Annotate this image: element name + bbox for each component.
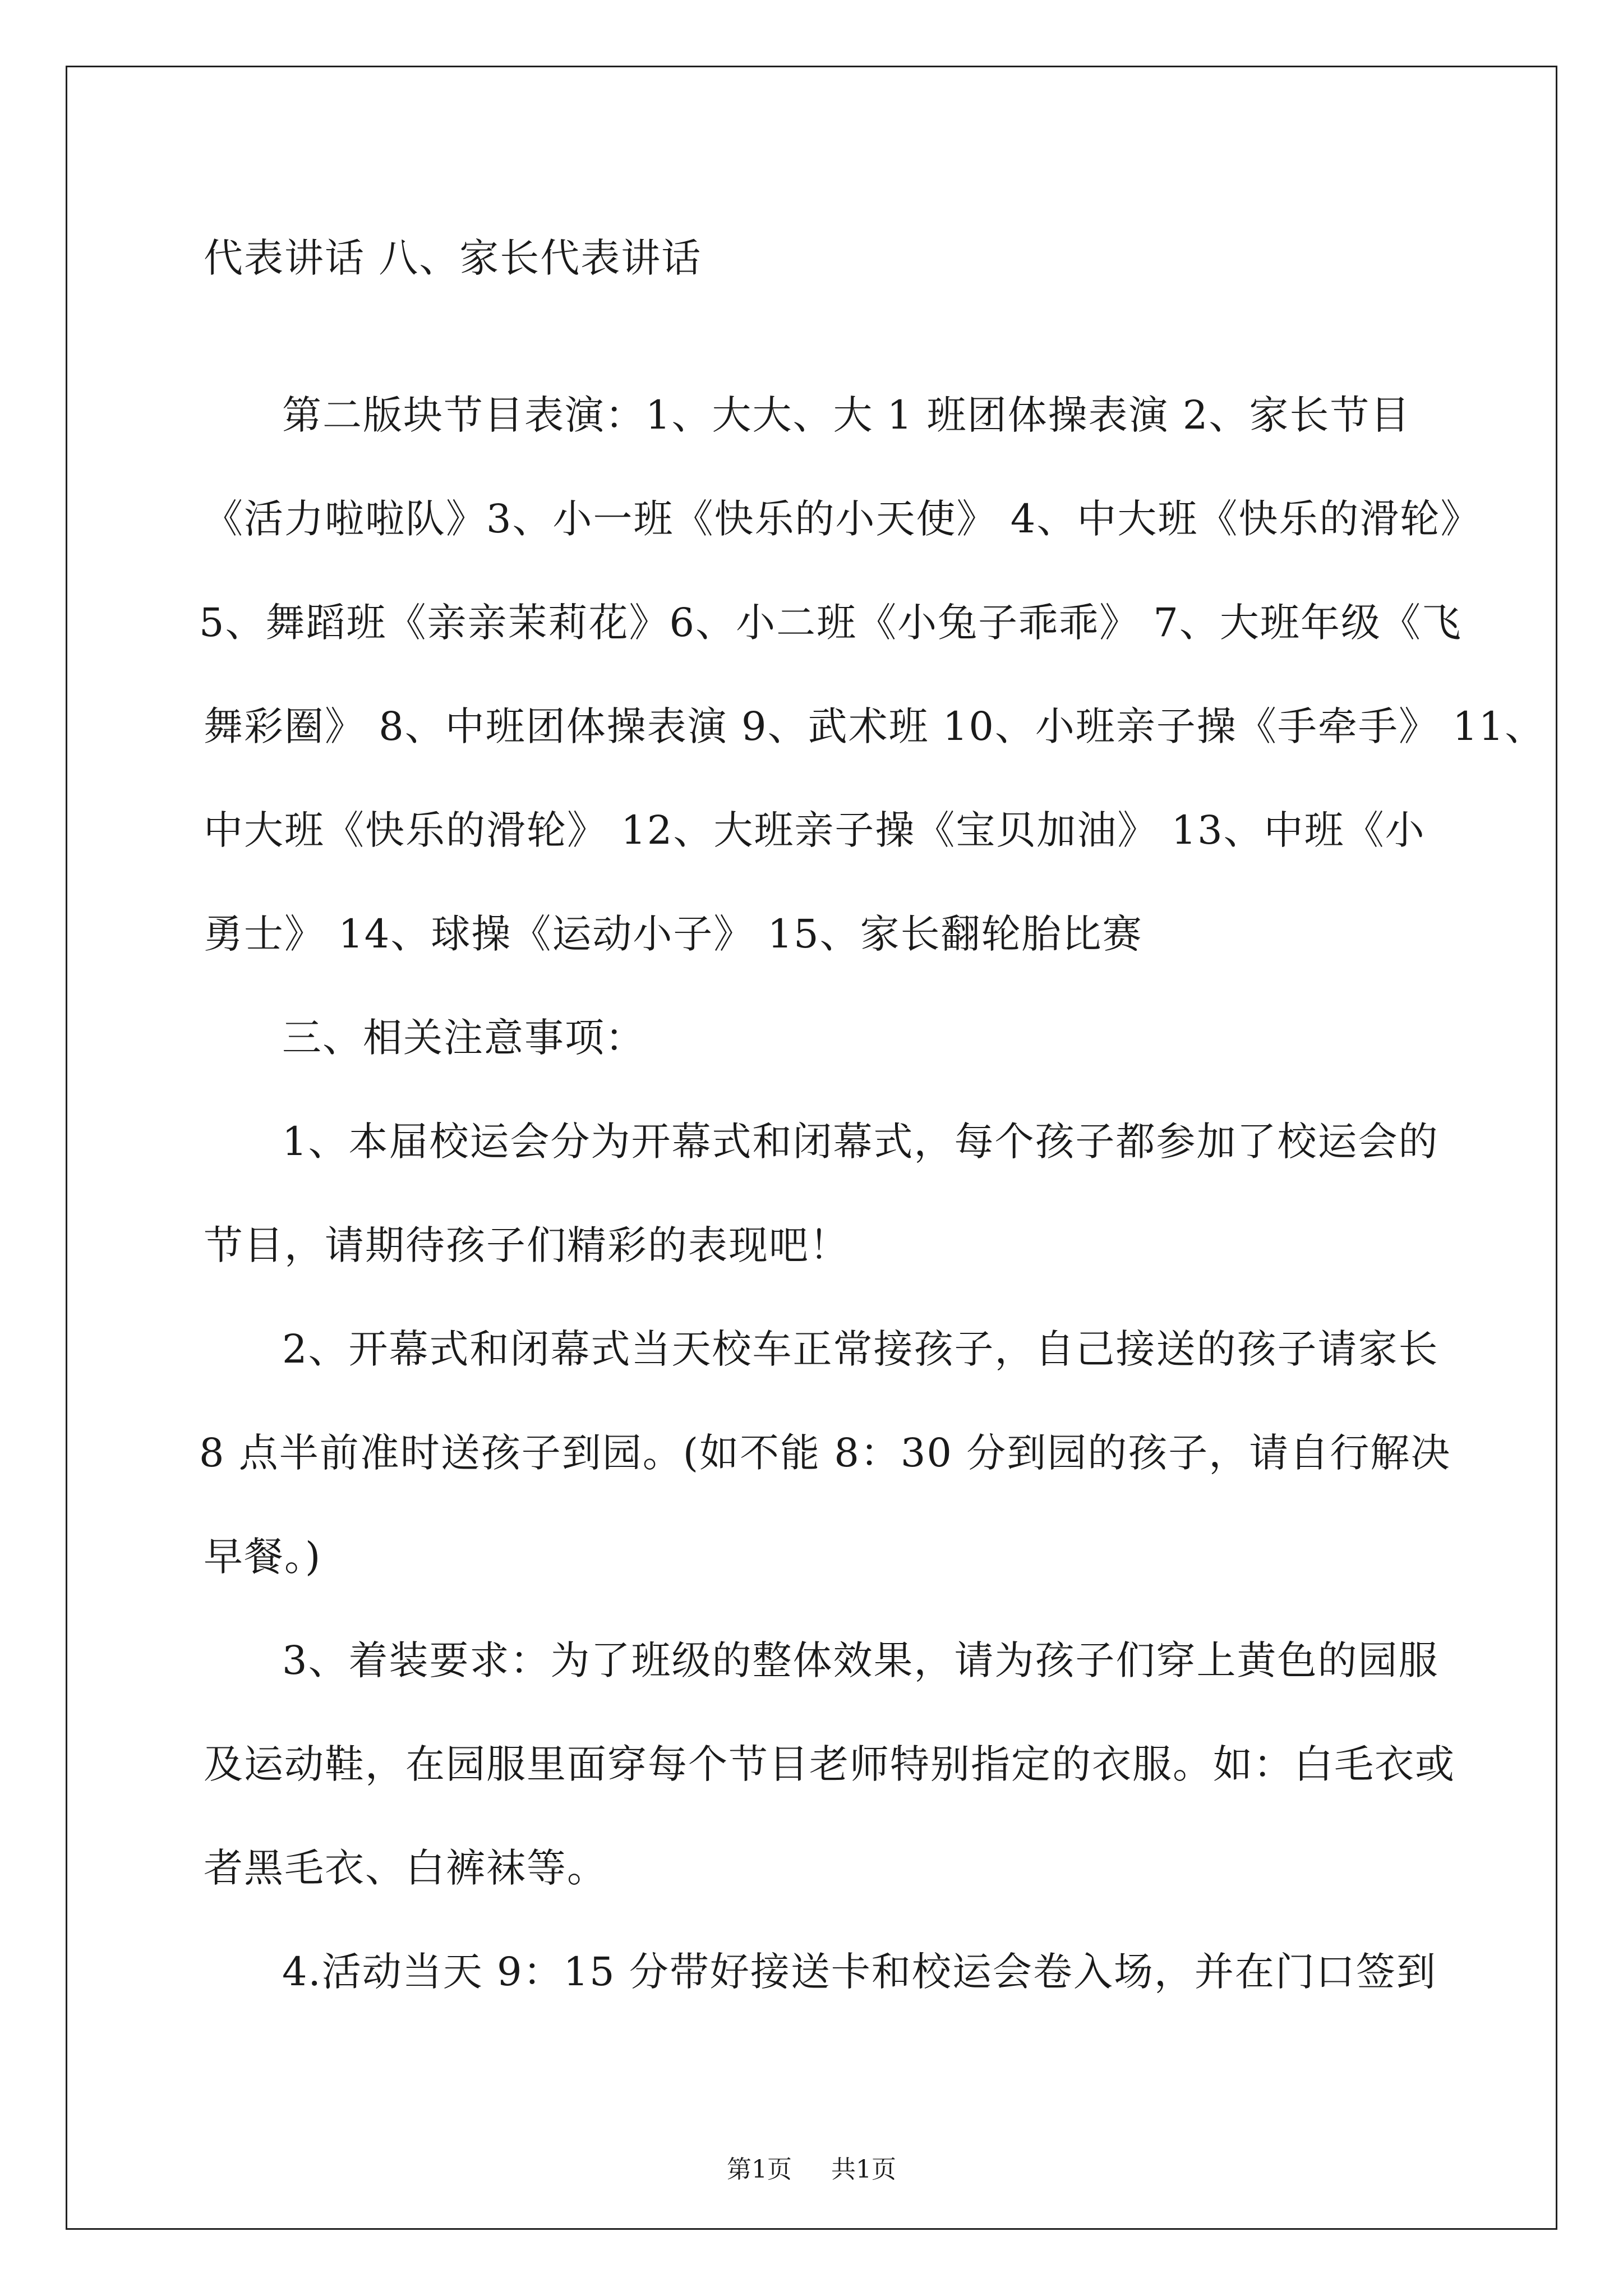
text-line-2: 第二版块节目表演：1、大大、大 1 班团体操表演 2、家长节目 [282,392,1411,438]
text-line-9: 1、本届校运会分为开幕式和闭幕式，每个孩子都参加了校运会的 [282,1119,1439,1165]
page-total: 共1页 [831,2155,896,2184]
text-line-4: 5、舞蹈班《亲亲茉莉花》6、小二班《小兔子乖乖》 7、大班年级《飞 [199,600,1462,646]
section-heading: 三、相关注意事项： [282,1015,645,1061]
text-line-12: 8 点半前准时送孩子到园。(如不能 8：30 分到园的孩子，请自行解决 [199,1430,1451,1476]
text-line-16: 者黑毛衣、白裤袜等。 [204,1845,607,1891]
text-line-15: 及运动鞋，在园服里面穿每个节目老师特别指定的衣服。如：白毛衣或 [204,1741,1455,1787]
text-line-1: 代表讲话 八、家长代表讲话 [204,235,702,281]
text-line-11: 2、开幕式和闭幕式当天校车正常接孩子，自己接送的孩子请家长 [282,1326,1439,1372]
text-line-14: 3、着装要求：为了班级的整体效果，请为孩子们穿上黄色的园服 [282,1637,1439,1683]
text-line-10: 节目，请期待孩子们精彩的表现吧！ [204,1222,850,1268]
page-number: 第1页 [727,2155,792,2184]
text-line-13: 早餐。) [204,1534,322,1580]
page-footer [67,2153,1556,2187]
page-border [66,66,1557,2230]
text-line-17: 4.活动当天 9：15 分带好接送卡和校运会卷入场，并在门口签到 [282,1949,1437,1995]
text-line-6: 中大班《快乐的滑轮》 12、大班亲子操《宝贝加油》 13、中班《小 [204,807,1426,853]
text-line-3: 《活力啦啦队》3、小一班《快乐的小天使》 4、中大班《快乐的滑轮》 [204,496,1481,542]
text-line-7: 勇士》 14、球操《运动小子》 15、家长翻轮胎比赛 [204,911,1143,957]
text-line-5: 舞彩圈》 8、中班团体操表演 9、武术班 10、小班亲子操《手牵手》 11、 [204,703,1546,749]
